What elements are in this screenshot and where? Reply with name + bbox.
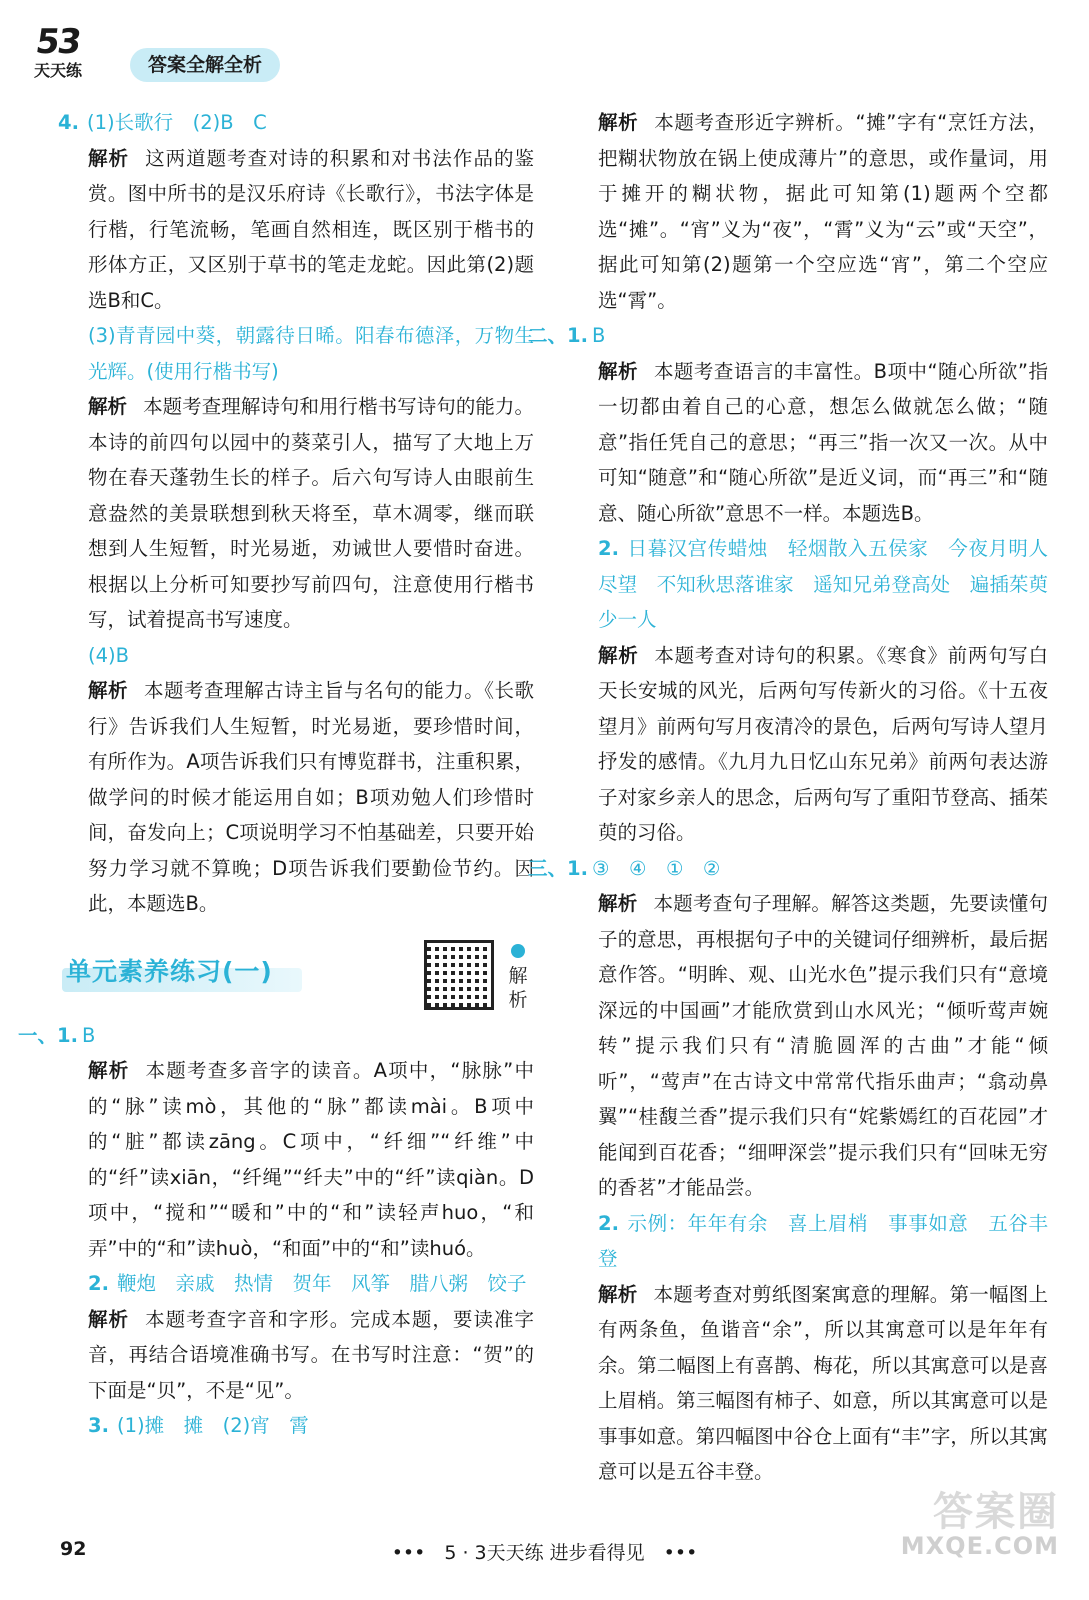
- s3-q2-answer-line: [568, 1206, 1048, 1277]
- analysis-label: 解析: [598, 1282, 638, 1306]
- s2-q2-number: 2.: [598, 537, 619, 560]
- analysis-text: 本题考查字音和字形。完成本题，要读准字音，再结合语境准确书写。在书写时注意：“贺”的下面是“贝”，不是“见”。: [88, 1307, 534, 1402]
- analysis-label: 解析: [88, 395, 128, 418]
- s1-q3-number: 3.: [88, 1414, 109, 1437]
- analysis-text: 本题考查理解古诗主旨与名句的能力。《长歌行》告诉我们人生短暂，时光易逝，要珍惜时间，有所作为。A项告诉我们只有博览群书，注重积累，做学问的时候才能运用自如；B项劝勉人们珍惜时间，奋发向上；C项说明学习不怕基础差，只要开始努力学习就不算晚；D项告诉我们要勤俭节约。因此，本题选B。: [88, 679, 534, 915]
- play-icon: [511, 944, 525, 958]
- logo-number: 53: [33, 22, 83, 62]
- q4-answer-line: [58, 105, 534, 141]
- footer-slogan: ••• 5 · 3天天练 进步看得见 •••: [391, 1542, 698, 1564]
- s1-q1-analysis: [58, 1053, 534, 1266]
- s3-q1-answer: ③ ④ ① ②: [591, 856, 721, 880]
- s2-q1-answer: B: [591, 324, 606, 347]
- q4-number: 4.: [58, 111, 79, 134]
- s3-q2-analysis: [568, 1277, 1048, 1490]
- s1-q3-answer-line: [58, 1408, 534, 1444]
- s1-q2-analysis: [58, 1302, 534, 1409]
- q4-analysis-3: [58, 673, 534, 922]
- qr-label-text: 解析: [508, 964, 528, 1011]
- q4-answer: (1)长歌行 (2)B C: [86, 111, 267, 134]
- q4-answer-3: (3)青青园中葵，朝露待日晞。阳春布德泽，万物生光辉。(使用行楷书写): [88, 324, 534, 383]
- analysis-text: 本题考查多音字的读音。A项中，“脉脉”中的“脉”读mò，其他的“脉”都读mài。B项中的“脏”都读zāng。C项中，“纤细”“纤维”中的“纤”读xiān，“纤绳”“纤夫”中的“纤”读qiàn。D项中，“搅和”“暖和”中的“和”读轻声huo，“和弄”中的“和”读huò，“和面”中的“和”读huó。: [88, 1059, 534, 1260]
- s3-q1-answer-line: [528, 851, 1048, 887]
- s1-q3-analysis: [568, 105, 1048, 318]
- qr-label: [504, 940, 532, 1012]
- analysis-label: 解析: [598, 892, 638, 915]
- qr-code-icon[interactable]: [424, 940, 494, 1010]
- analysis-label: 解析: [598, 111, 639, 134]
- analysis-text: 本题考查理解诗句和用行楷书写诗句的能力。本诗的前四句以园中的葵菜引人，描写了大地上万物在春天蓬勃生长的样子。后六句写诗人由眼前生意盎然的美景联想到秋天将至，草木凋零，继而联想到人生短暂，时光易逝，劝诫世人要惜时奋进。根据以上分析可知要抄写前四句，注意使用行楷书写，试着提高书写速度。: [88, 395, 534, 631]
- s1-q1-answer-line: [18, 1018, 534, 1054]
- s1-q2-answer-line: [58, 1266, 534, 1302]
- brand-logo: [30, 18, 110, 88]
- analysis-label: 解析: [598, 643, 639, 667]
- unit-title-block: [58, 928, 534, 1018]
- left-column: [18, 105, 534, 1444]
- section-3-number: 三、1.: [528, 856, 588, 880]
- analysis-text: 本题考查句子理解。解答这类题，先要读懂句子的意思，再根据句子中的关键词仔细辨析，最后据意作答。“明眸、观、山光水色”提示我们只有“意境深远的中国画”才能欣赏到山水风光；“倾听莺声婉转”提示我们只有“清脆圆浑的古曲”才能“倾听”，“莺声”在古诗文中常常代指乐曲声；“翕动鼻翼”“桂馥兰香”提示我们只有“姹紫嫣红的百花园”才能闻到百花香；“细呷深尝”提示我们只有“回味无穷的香茗”才能品尝。: [598, 892, 1048, 1199]
- s1-q2-answer: 鞭炮 亲戚 热情 贺年 风筝 腊八粥 饺子: [116, 1272, 527, 1295]
- s1-q1-answer: B: [81, 1023, 96, 1047]
- analysis-text: 本题考查形近字辨析。“摊”字有“烹饪方法，把糊状物放在锅上使成薄片”的意思，或作量词，用于摊开的糊状物，据此可知第(1)题两个空都选“摊”。“宵”义为“夜”，“霄”义为“云”或“天空”，据此可知第(2)题第一个空应选“宵”，第二个空应选“霄”。: [598, 111, 1048, 312]
- logo-text: 天天练: [34, 61, 83, 80]
- page-footer: [0, 1530, 1089, 1570]
- analysis-label: 解析: [88, 146, 130, 170]
- analysis-text: 本题考查对诗句的积累。《寒食》前两句写白天长安城的风光，后两句写传新火的习俗。《十五夜望月》前两句写月夜清冷的景色，后两句写诗人望月抒发的感情。《九月九日忆山东兄弟》前两句表达游子对家乡亲人的思念，后两句写了重阳节登高、插茱萸的习俗。: [598, 643, 1048, 844]
- unit-title: 单元素养练习(一): [66, 956, 273, 986]
- page-header: [30, 18, 350, 88]
- section-1-number: 一、1.: [18, 1023, 78, 1047]
- s3-q2-answer: 示例：年年有余 喜上眉梢 事事如意 五谷丰登: [598, 1211, 1048, 1270]
- s3-q1-analysis: [568, 886, 1048, 1206]
- s2-q2-answer-line: [568, 531, 1048, 638]
- s1-q2-number: 2.: [88, 1272, 109, 1295]
- analysis-label: 解析: [88, 679, 129, 702]
- q4-answer-4: (4)B: [88, 643, 129, 667]
- watermark-url: MXQE.COM: [900, 1532, 1059, 1560]
- watermark-logo: 答案圈: [933, 1489, 1059, 1535]
- analysis-text: 本题考查语言的丰富性。B项中“随心所欲”指一切都由着自己的心意，想怎么做就怎么做；“随意”指任凭自己的意思；“再三”指一次又一次。从中可知“随意”和“随心所欲”是近义词，而“再三”和“随意、随心所欲”意思不一样。本题选B。: [598, 359, 1048, 525]
- analysis-text: 本题考查对剪纸图案寓意的理解。第一幅图上有两条鱼，鱼谐音“余”，所以其寓意可以是年年有余。第二幅图上有喜鹊、梅花，所以其寓意可以是喜上眉梢。第三幅图有柿子、如意，所以其寓意可以是事事如意。第四幅图中谷仓上面有“丰”字，所以其寓意可以是五谷丰登。: [598, 1282, 1048, 1483]
- header-pill: 答案全解全析: [130, 48, 280, 82]
- s2-q2-analysis: [568, 638, 1048, 851]
- s1-q3-answer: (1)摊 摊 (2)宵 霄: [116, 1414, 309, 1437]
- page-number: 92: [60, 1538, 87, 1560]
- s2-q2-answer: 日暮汉宫传蜡烛 轻烟散入五侯家 今夜月明人尽望 不知秋思落谁家 遥知兄弟登高处 遍插茱萸少一人: [598, 537, 1048, 631]
- s2-q1-analysis: [568, 354, 1048, 532]
- s3-q2-number: 2.: [598, 1211, 619, 1235]
- section-2-number: 二、1.: [528, 324, 588, 347]
- q4-analysis-2: [58, 389, 534, 638]
- q4-analysis-1: [58, 141, 534, 319]
- s2-q1-answer-line: [528, 318, 1048, 354]
- analysis-label: 解析: [88, 1307, 130, 1331]
- right-column: [528, 105, 1048, 1490]
- analysis-text: 这两道题考查对诗的积累和对书法作品的鉴赏。图中所书的是汉乐府诗《长歌行》，书法字体是行楷，行笔流畅，笔画自然相连，既区别于楷书的形体方正，又区别于草书的笔走龙蛇。因此第(2)题选B和C。: [88, 146, 534, 312]
- analysis-label: 解析: [598, 359, 638, 383]
- analysis-label: 解析: [88, 1059, 130, 1082]
